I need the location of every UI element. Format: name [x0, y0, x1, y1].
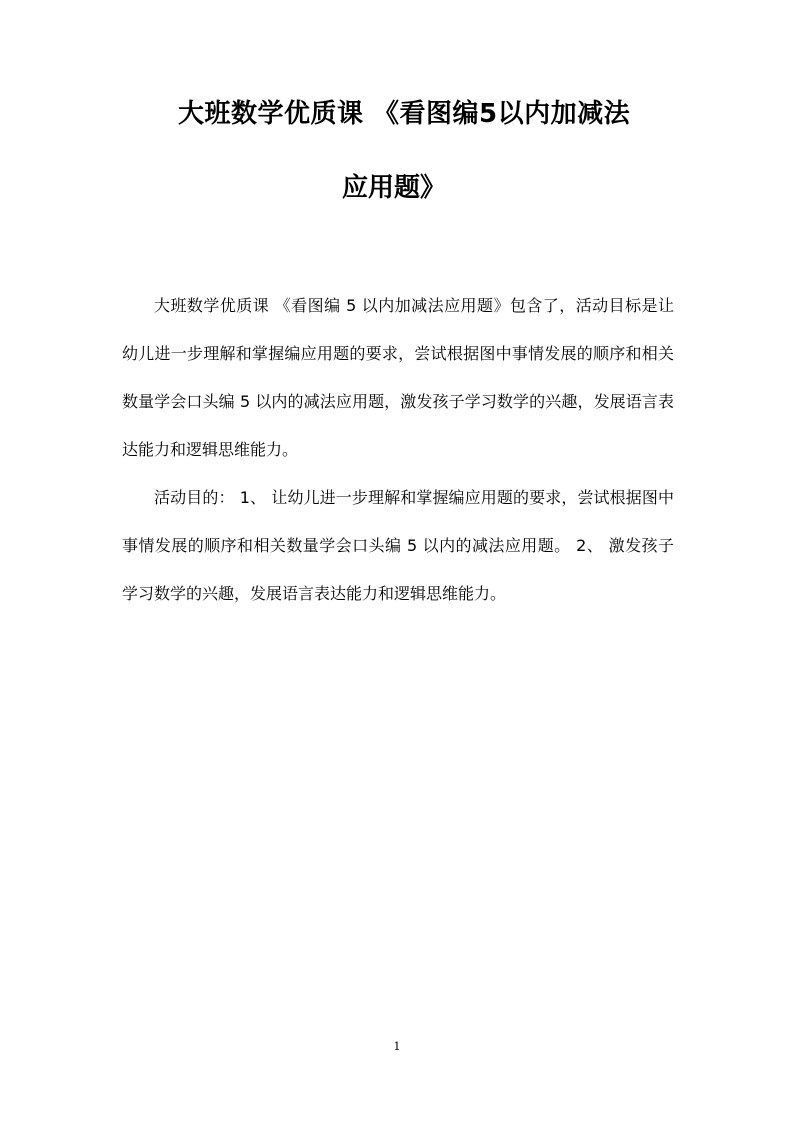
intro-paragraph: 大班数学优质课 《看图编 5 以内加减法应用题》包含了，活动目标是让幼儿进一步理解和掌握编应用题的要求，尝试根据图中事情发展的顺序和相关数量学会口头编 5 以内的减法应用题，激发孩子学习数学的兴趣，发展语言表达能力和逻辑思维能力。	[122, 296, 674, 459]
document-title-line-1: 大班数学优质课 《看图编5以内加减法	[178, 99, 631, 129]
document-title-line-2: 应用题》	[342, 173, 447, 203]
page-number: 1	[393, 1040, 401, 1053]
objectives-paragraph: 活动目的： 1、 让幼儿进一步理解和掌握编应用题的要求，尝试根据图中事情发展的顺序和相关数量学会口头编 5 以内的减法应用题。 2、 激发孩子学习数学的兴趣，发展语言表达能力和逻辑思维能力。	[122, 488, 674, 603]
document-body	[122, 282, 674, 618]
